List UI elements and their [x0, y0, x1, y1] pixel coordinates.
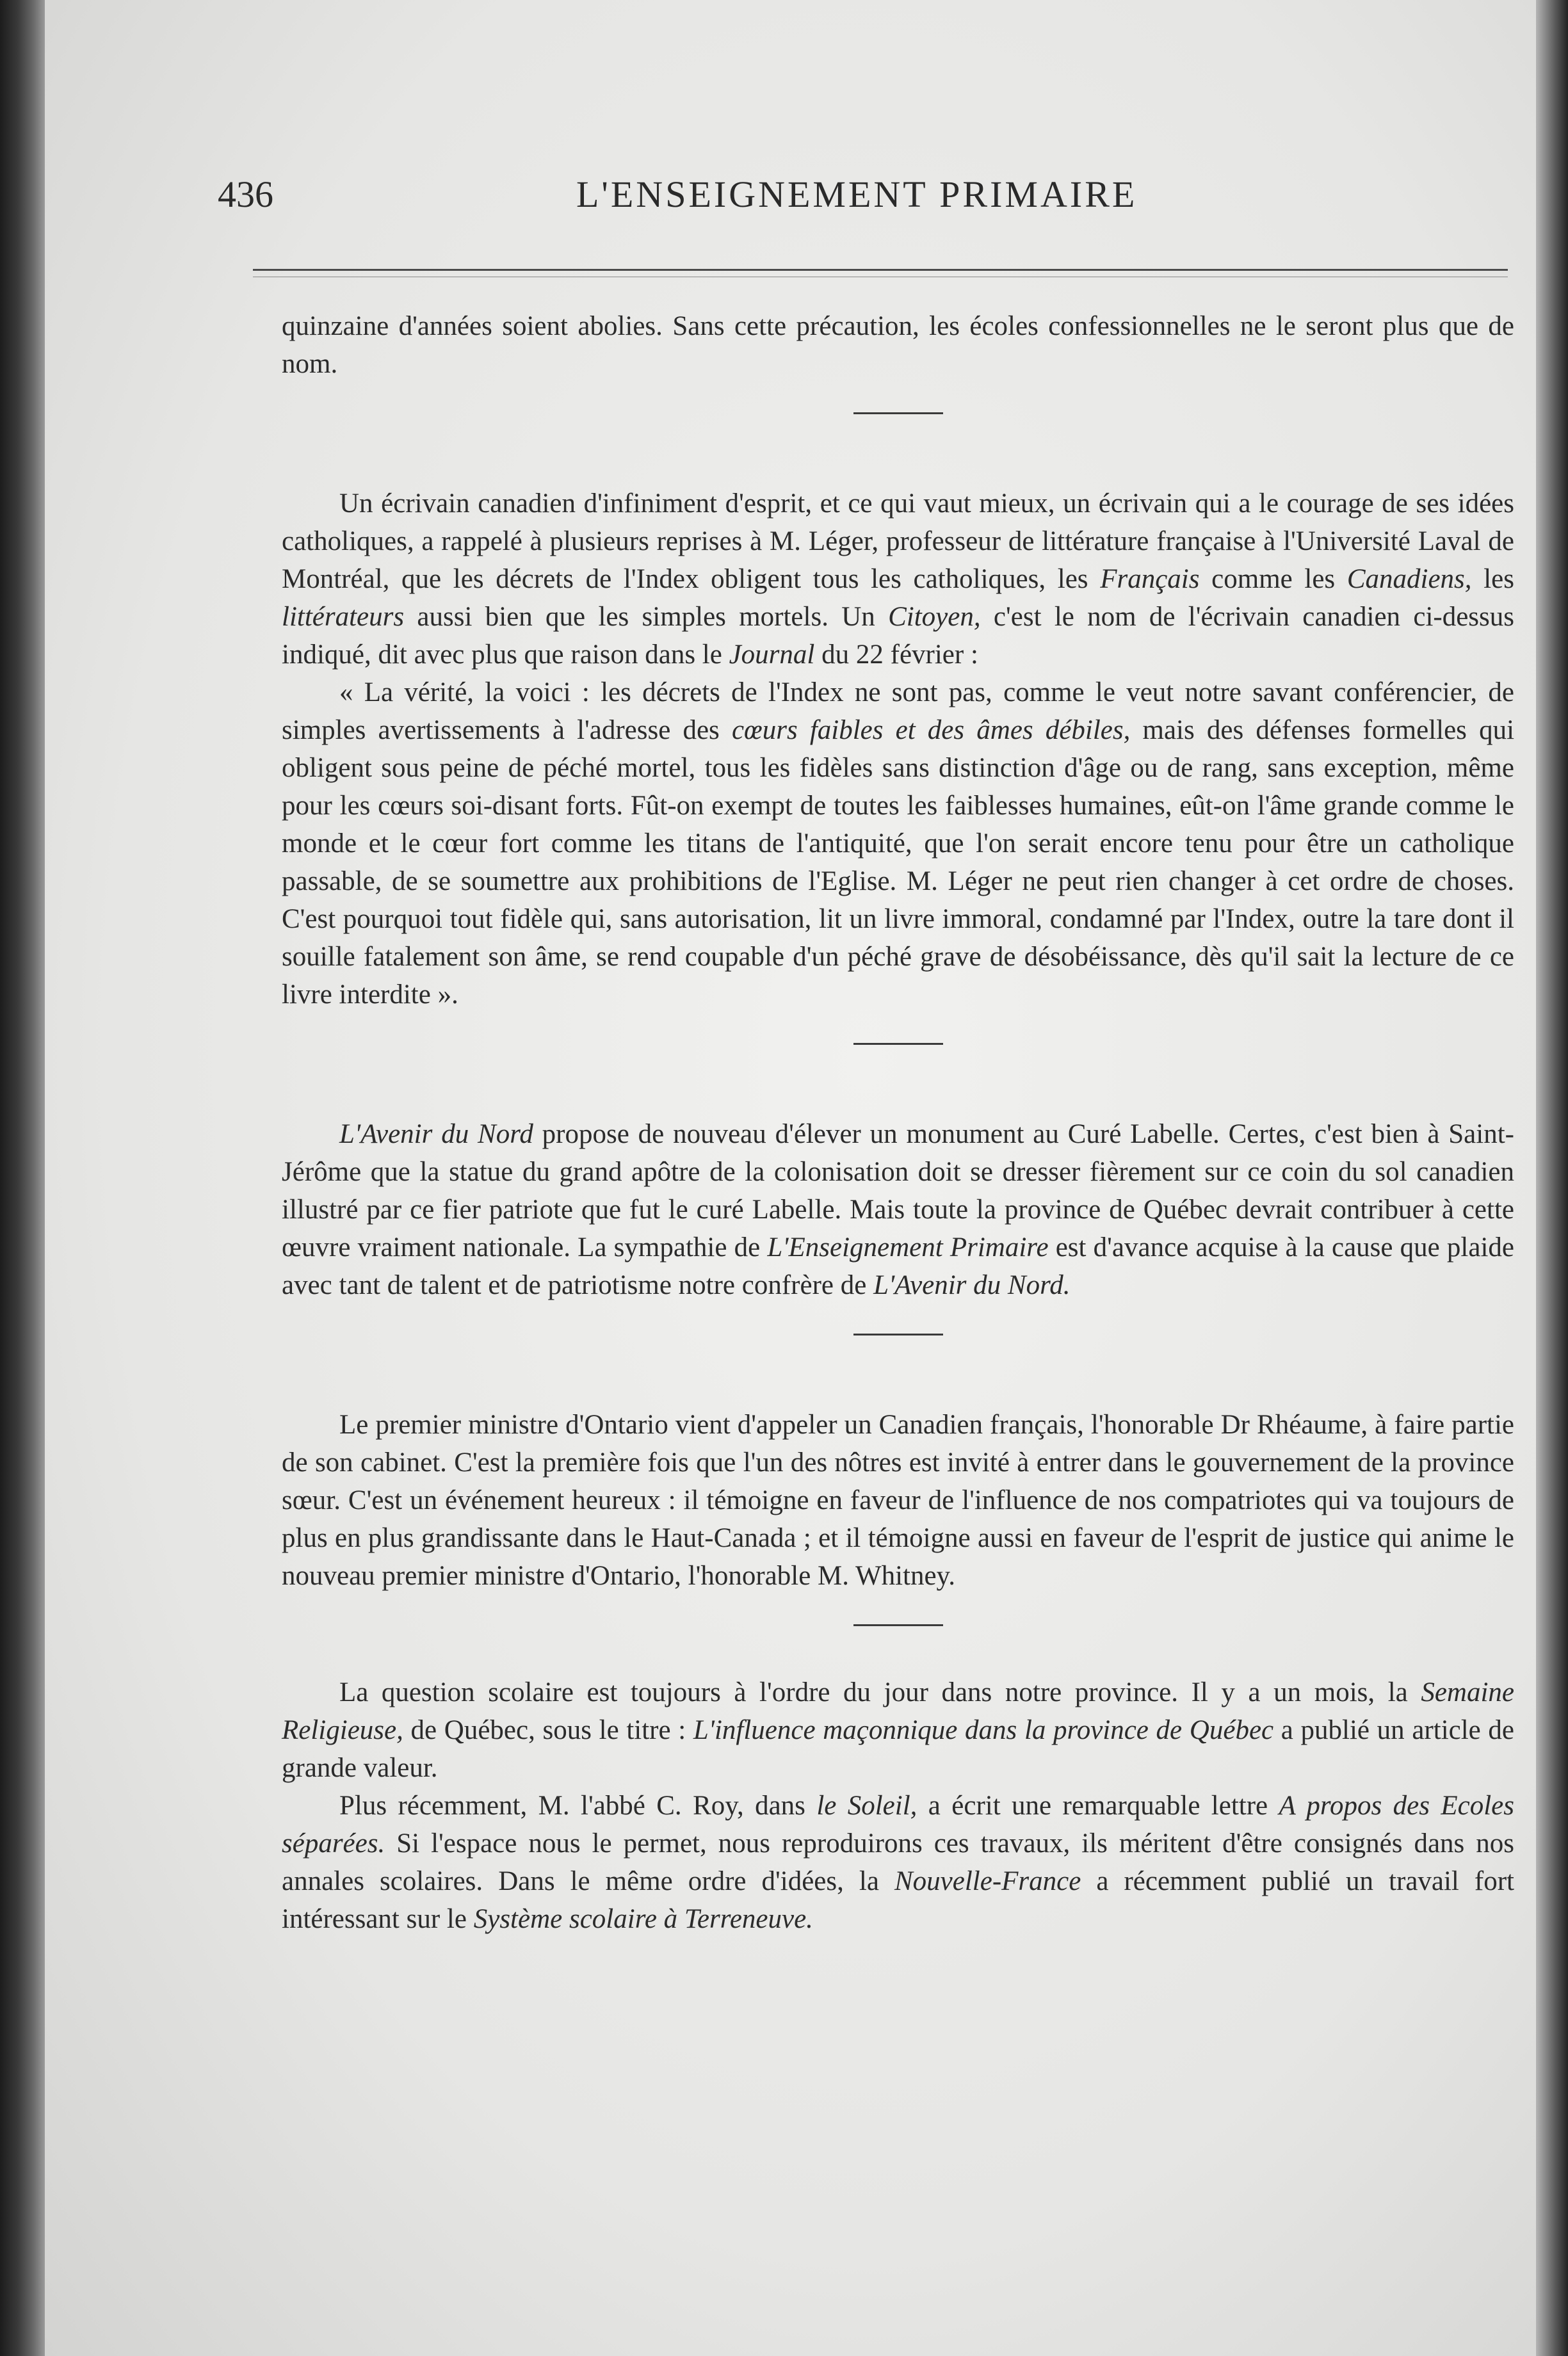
- text-run: quinzaine d'années soient abolies. Sans cette précaution, les écoles confessionnelles ne le seront plus que de nom.: [282, 311, 1514, 379]
- article-section: [282, 1406, 1514, 1595]
- text-run: a récemment publié un travail fort intéressant sur le: [282, 1866, 1515, 1934]
- header-rule: [253, 269, 1508, 271]
- section-separator: [853, 412, 943, 414]
- italic-text: Nouvelle-France: [894, 1866, 1081, 1896]
- italic-text: littérateurs: [282, 602, 405, 632]
- text-run: du 22 février :: [814, 640, 978, 670]
- paragraph: [282, 1115, 1514, 1304]
- italic-text: A propos des Ecoles séparées.: [282, 1791, 1514, 1859]
- paragraph: [282, 1787, 1514, 1938]
- text-run: comme les: [1199, 564, 1347, 594]
- article-section: [282, 1115, 1514, 1304]
- paragraph: [282, 1406, 1514, 1595]
- italic-text: L'Avenir du Nord: [339, 1119, 533, 1149]
- text-run: de Québec, sous le titre :: [403, 1715, 693, 1745]
- paragraph: [282, 485, 1514, 674]
- italic-text: L'Avenir du Nord.: [873, 1270, 1071, 1300]
- text-run: La question scolaire est toujours à l'ordre du jour dans notre province. Il y a un mois, la: [339, 1677, 1421, 1707]
- text-run: aussi bien que les simples mortels. Un: [404, 602, 889, 632]
- running-title: L'ENSEIGNEMENT PRIMAIRE: [576, 173, 1138, 215]
- text-run: Si l'espace nous le permet, nous reproduirons ces travaux, ils méritent d'être consignés dans nos annales scolaires. Dans le même ordre d'idées, la: [282, 1828, 1514, 1896]
- text-run: « La vérité, la voici : les décrets de l'Index ne sont pas, comme le veut notre savant conférencier, de simples avertissements à l'adresse des: [282, 677, 1514, 745]
- book-binding-shadow: [0, 0, 45, 2356]
- text-run: Plus récemment, M. l'abbé C. Roy, dans: [339, 1791, 817, 1821]
- page-number: 436: [218, 173, 273, 215]
- text-run: a publié un article de grande valeur.: [282, 1715, 1515, 1783]
- page-edge: [1536, 0, 1568, 2356]
- italic-text: le Soleil,: [816, 1791, 917, 1821]
- article-body: [282, 307, 1514, 1938]
- section-separator: [853, 1624, 943, 1626]
- italic-text: L'influence maçonnique dans la province de Québec: [693, 1715, 1274, 1745]
- italic-text: Citoyen,: [888, 602, 981, 632]
- italic-text: Semaine Religieuse,: [282, 1677, 1514, 1745]
- text-run: c'est le nom de l'écrivain canadien ci-dessus indiqué, dit avec plus que raison dans le: [282, 602, 1514, 670]
- section-separator: [853, 1043, 943, 1045]
- text-run: les: [1471, 564, 1514, 594]
- article-section: [282, 1674, 1514, 1938]
- italic-text: L'Enseignement Primaire: [767, 1232, 1049, 1263]
- text-run: Un écrivain canadien d'infiniment d'esprit, et ce qui vaut mieux, un écrivain qui a le courage de ses idées catholiques, a rappelé à plusieurs reprises à M. Léger, professeur de littérature française à l'Université Laval de Montréal, que les décrets de l'Index obligent tous les catholiques, les: [282, 488, 1514, 594]
- paragraph: [282, 1674, 1514, 1787]
- text-run: a écrit une remarquable lettre: [917, 1791, 1279, 1821]
- text-run: propose de nouveau d'élever un monument au Curé Labelle. Certes, c'est bien à Saint-Jérôme que la statue du grand apôtre de la colonisation doit se dresser fièrement sur ce coin du sol canadien illustré par ce fier patriote que fut le curé Labelle. Mais toute la province de Québec devrait contribuer à cette œuvre vraiment nationale. La sympathie de: [282, 1119, 1514, 1263]
- italic-text: Français: [1100, 564, 1200, 594]
- paragraph: [282, 307, 1514, 383]
- article-section: [282, 307, 1514, 383]
- italic-text: Canadiens,: [1346, 564, 1472, 594]
- italic-text: Journal: [729, 640, 815, 670]
- text-run: est d'avance acquise à la cause que plaide avec tant de talent et de patriotisme notre confrère de: [282, 1232, 1514, 1300]
- text-run: mais des défenses formelles qui obligent sous peine de péché mortel, tous les fidèles sans distinction d'âge ou de rang, sans exception, même pour les cœurs soi-disant forts. Fût-on exempt de toutes les faiblesses humaines, eût-on l'âme grande comme le monde et le cœur fort comme les titans de l'antiquité, que l'on serait encore tenu pour être un catholique passable, de se soumettre aux prohibitions de l'Eglise. M. Léger ne peut rien changer à cet ordre de choses. C'est pourquoi tout fidèle qui, sans autorisation, lit un livre immoral, condamné par l'Index, outre la tare dont il souille fatalement son âme, se rend coupable d'un péché grave de désobéissance, dès qu'il sait la lecture de ce livre interdite ».: [282, 715, 1515, 1010]
- page-header: [218, 173, 1505, 224]
- paragraph: [282, 674, 1514, 1013]
- italic-text: Système scolaire à Terreneuve.: [473, 1904, 813, 1934]
- section-separator: [853, 1334, 943, 1335]
- text-run: Le premier ministre d'Ontario vient d'appeler un Canadien français, l'honorable Dr Rhéaume, à faire partie de son cabinet. C'est la première fois que l'un des nôtres est invité à entrer dans le gouvernement de la province sœur. C'est un événement heureux : il témoigne en faveur de l'influence de nos compatriotes qui va toujours de plus en plus grandissante dans le Haut-Canada ; et il témoigne aussi en faveur de l'esprit de justice qui anime le nouveau premier ministre d'Ontario, l'honorable M. Whitney.: [282, 1410, 1514, 1591]
- article-section: [282, 485, 1514, 1013]
- italic-text: cœurs faibles et des âmes débiles,: [731, 715, 1131, 745]
